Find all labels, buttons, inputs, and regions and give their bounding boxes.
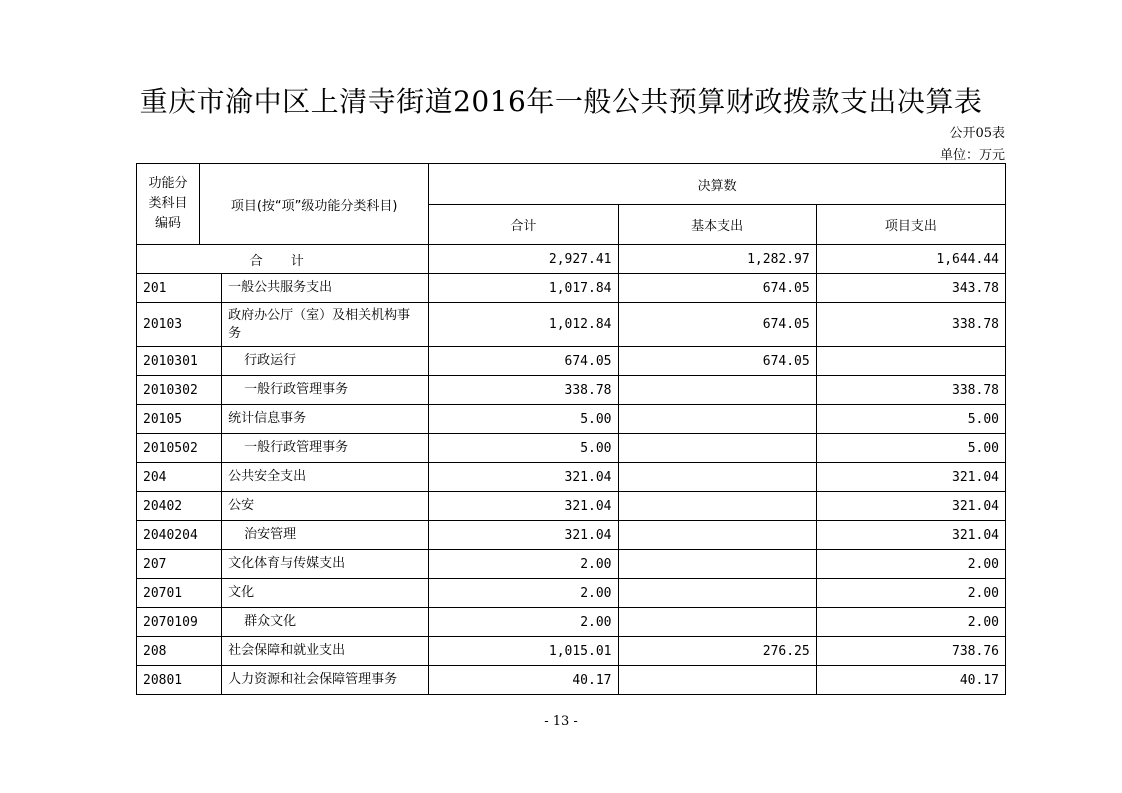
table-row xyxy=(137,637,1006,666)
header-code: 功能分类科目编码 xyxy=(137,164,200,245)
row-code: 20402 xyxy=(137,492,222,521)
row-code: 208 xyxy=(137,637,222,666)
row-name: 文化 xyxy=(222,579,429,608)
row-basic: 674.05 xyxy=(618,347,816,376)
header-project: 项目支出 xyxy=(816,205,1005,245)
table-row xyxy=(137,492,1006,521)
row-code: 20701 xyxy=(137,579,222,608)
header-name: 项目(按“项”级功能分类科目) xyxy=(200,164,429,245)
header-group: 决算数 xyxy=(429,164,1006,205)
row-code: 20103 xyxy=(137,303,222,347)
table-row xyxy=(137,303,1006,347)
row-total: 2.00 xyxy=(429,550,618,579)
table-row xyxy=(137,579,1006,608)
row-code: 207 xyxy=(137,550,222,579)
row-basic xyxy=(618,492,816,521)
row-name: 治安管理 xyxy=(222,521,429,550)
row-basic xyxy=(618,521,816,550)
row-project: 40.17 xyxy=(816,666,1005,695)
row-basic xyxy=(618,666,816,695)
row-name: 公共安全支出 xyxy=(222,463,429,492)
row-project: 2.00 xyxy=(816,579,1005,608)
row-basic xyxy=(618,579,816,608)
row-project: 338.78 xyxy=(816,303,1005,347)
header-basic: 基本支出 xyxy=(618,205,816,245)
table-row xyxy=(137,347,1006,376)
row-basic xyxy=(618,550,816,579)
page-number: - 13 - xyxy=(544,714,578,729)
row-project: 5.00 xyxy=(816,405,1005,434)
row-project: 5.00 xyxy=(816,434,1005,463)
row-name: 群众文化 xyxy=(222,608,429,637)
row-basic xyxy=(618,608,816,637)
row-basic xyxy=(618,434,816,463)
table-code: 公开05表 xyxy=(949,126,1005,141)
row-project: 321.04 xyxy=(816,463,1005,492)
total-sum: 2,927.41 xyxy=(429,245,618,274)
table-row xyxy=(137,463,1006,492)
row-name: 文化体育与传媒支出 xyxy=(222,550,429,579)
row-code: 2010301 xyxy=(137,347,222,376)
row-basic: 276.25 xyxy=(618,637,816,666)
table-row xyxy=(137,666,1006,695)
row-project xyxy=(816,347,1005,376)
row-total: 674.05 xyxy=(429,347,618,376)
row-code: 201 xyxy=(137,274,222,303)
table-row xyxy=(137,274,1006,303)
row-name: 一般公共服务支出 xyxy=(222,274,429,303)
table-row xyxy=(137,608,1006,637)
row-project: 321.04 xyxy=(816,492,1005,521)
row-name: 人力资源和社会保障管理事务 xyxy=(222,666,429,695)
total-row xyxy=(137,245,1006,274)
row-total: 5.00 xyxy=(429,405,618,434)
total-label: 合 计 xyxy=(137,245,429,274)
budget-table xyxy=(136,163,1006,695)
table-row xyxy=(137,521,1006,550)
row-total: 1,015.01 xyxy=(429,637,618,666)
row-total: 338.78 xyxy=(429,376,618,405)
row-project: 321.04 xyxy=(816,521,1005,550)
table-row xyxy=(137,405,1006,434)
table-row xyxy=(137,550,1006,579)
unit-label: 单位：万元 xyxy=(939,148,1005,163)
row-total: 1,012.84 xyxy=(429,303,618,347)
row-total: 321.04 xyxy=(429,521,618,550)
row-name: 一般行政管理事务 xyxy=(222,376,429,405)
row-basic xyxy=(618,405,816,434)
row-project: 2.00 xyxy=(816,608,1005,637)
row-name: 一般行政管理事务 xyxy=(222,434,429,463)
page-title: 重庆市渝中区上清寺街道2016年一般公共预算财政拨款支出决算表 xyxy=(139,85,983,118)
table-row xyxy=(137,434,1006,463)
row-project: 2.00 xyxy=(816,550,1005,579)
row-total: 321.04 xyxy=(429,463,618,492)
row-name: 统计信息事务 xyxy=(222,405,429,434)
row-total: 1,017.84 xyxy=(429,274,618,303)
row-total: 2.00 xyxy=(429,579,618,608)
row-code: 20105 xyxy=(137,405,222,434)
table-row xyxy=(137,376,1006,405)
header-total: 合计 xyxy=(429,205,618,245)
row-code: 2010502 xyxy=(137,434,222,463)
row-code: 20801 xyxy=(137,666,222,695)
row-basic xyxy=(618,463,816,492)
row-code: 2010302 xyxy=(137,376,222,405)
row-basic xyxy=(618,376,816,405)
row-code: 2040204 xyxy=(137,521,222,550)
row-code: 2070109 xyxy=(137,608,222,637)
row-total: 321.04 xyxy=(429,492,618,521)
row-name: 行政运行 xyxy=(222,347,429,376)
row-total: 5.00 xyxy=(429,434,618,463)
row-name: 公安 xyxy=(222,492,429,521)
row-code: 204 xyxy=(137,463,222,492)
row-project: 343.78 xyxy=(816,274,1005,303)
total-basic: 1,282.97 xyxy=(618,245,816,274)
row-name: 社会保障和就业支出 xyxy=(222,637,429,666)
row-name: 政府办公厅（室）及相关机构事务 xyxy=(222,303,429,347)
total-project: 1,644.44 xyxy=(816,245,1005,274)
row-total: 2.00 xyxy=(429,608,618,637)
row-project: 338.78 xyxy=(816,376,1005,405)
row-total: 40.17 xyxy=(429,666,618,695)
row-project: 738.76 xyxy=(816,637,1005,666)
row-basic: 674.05 xyxy=(618,303,816,347)
row-basic: 674.05 xyxy=(618,274,816,303)
